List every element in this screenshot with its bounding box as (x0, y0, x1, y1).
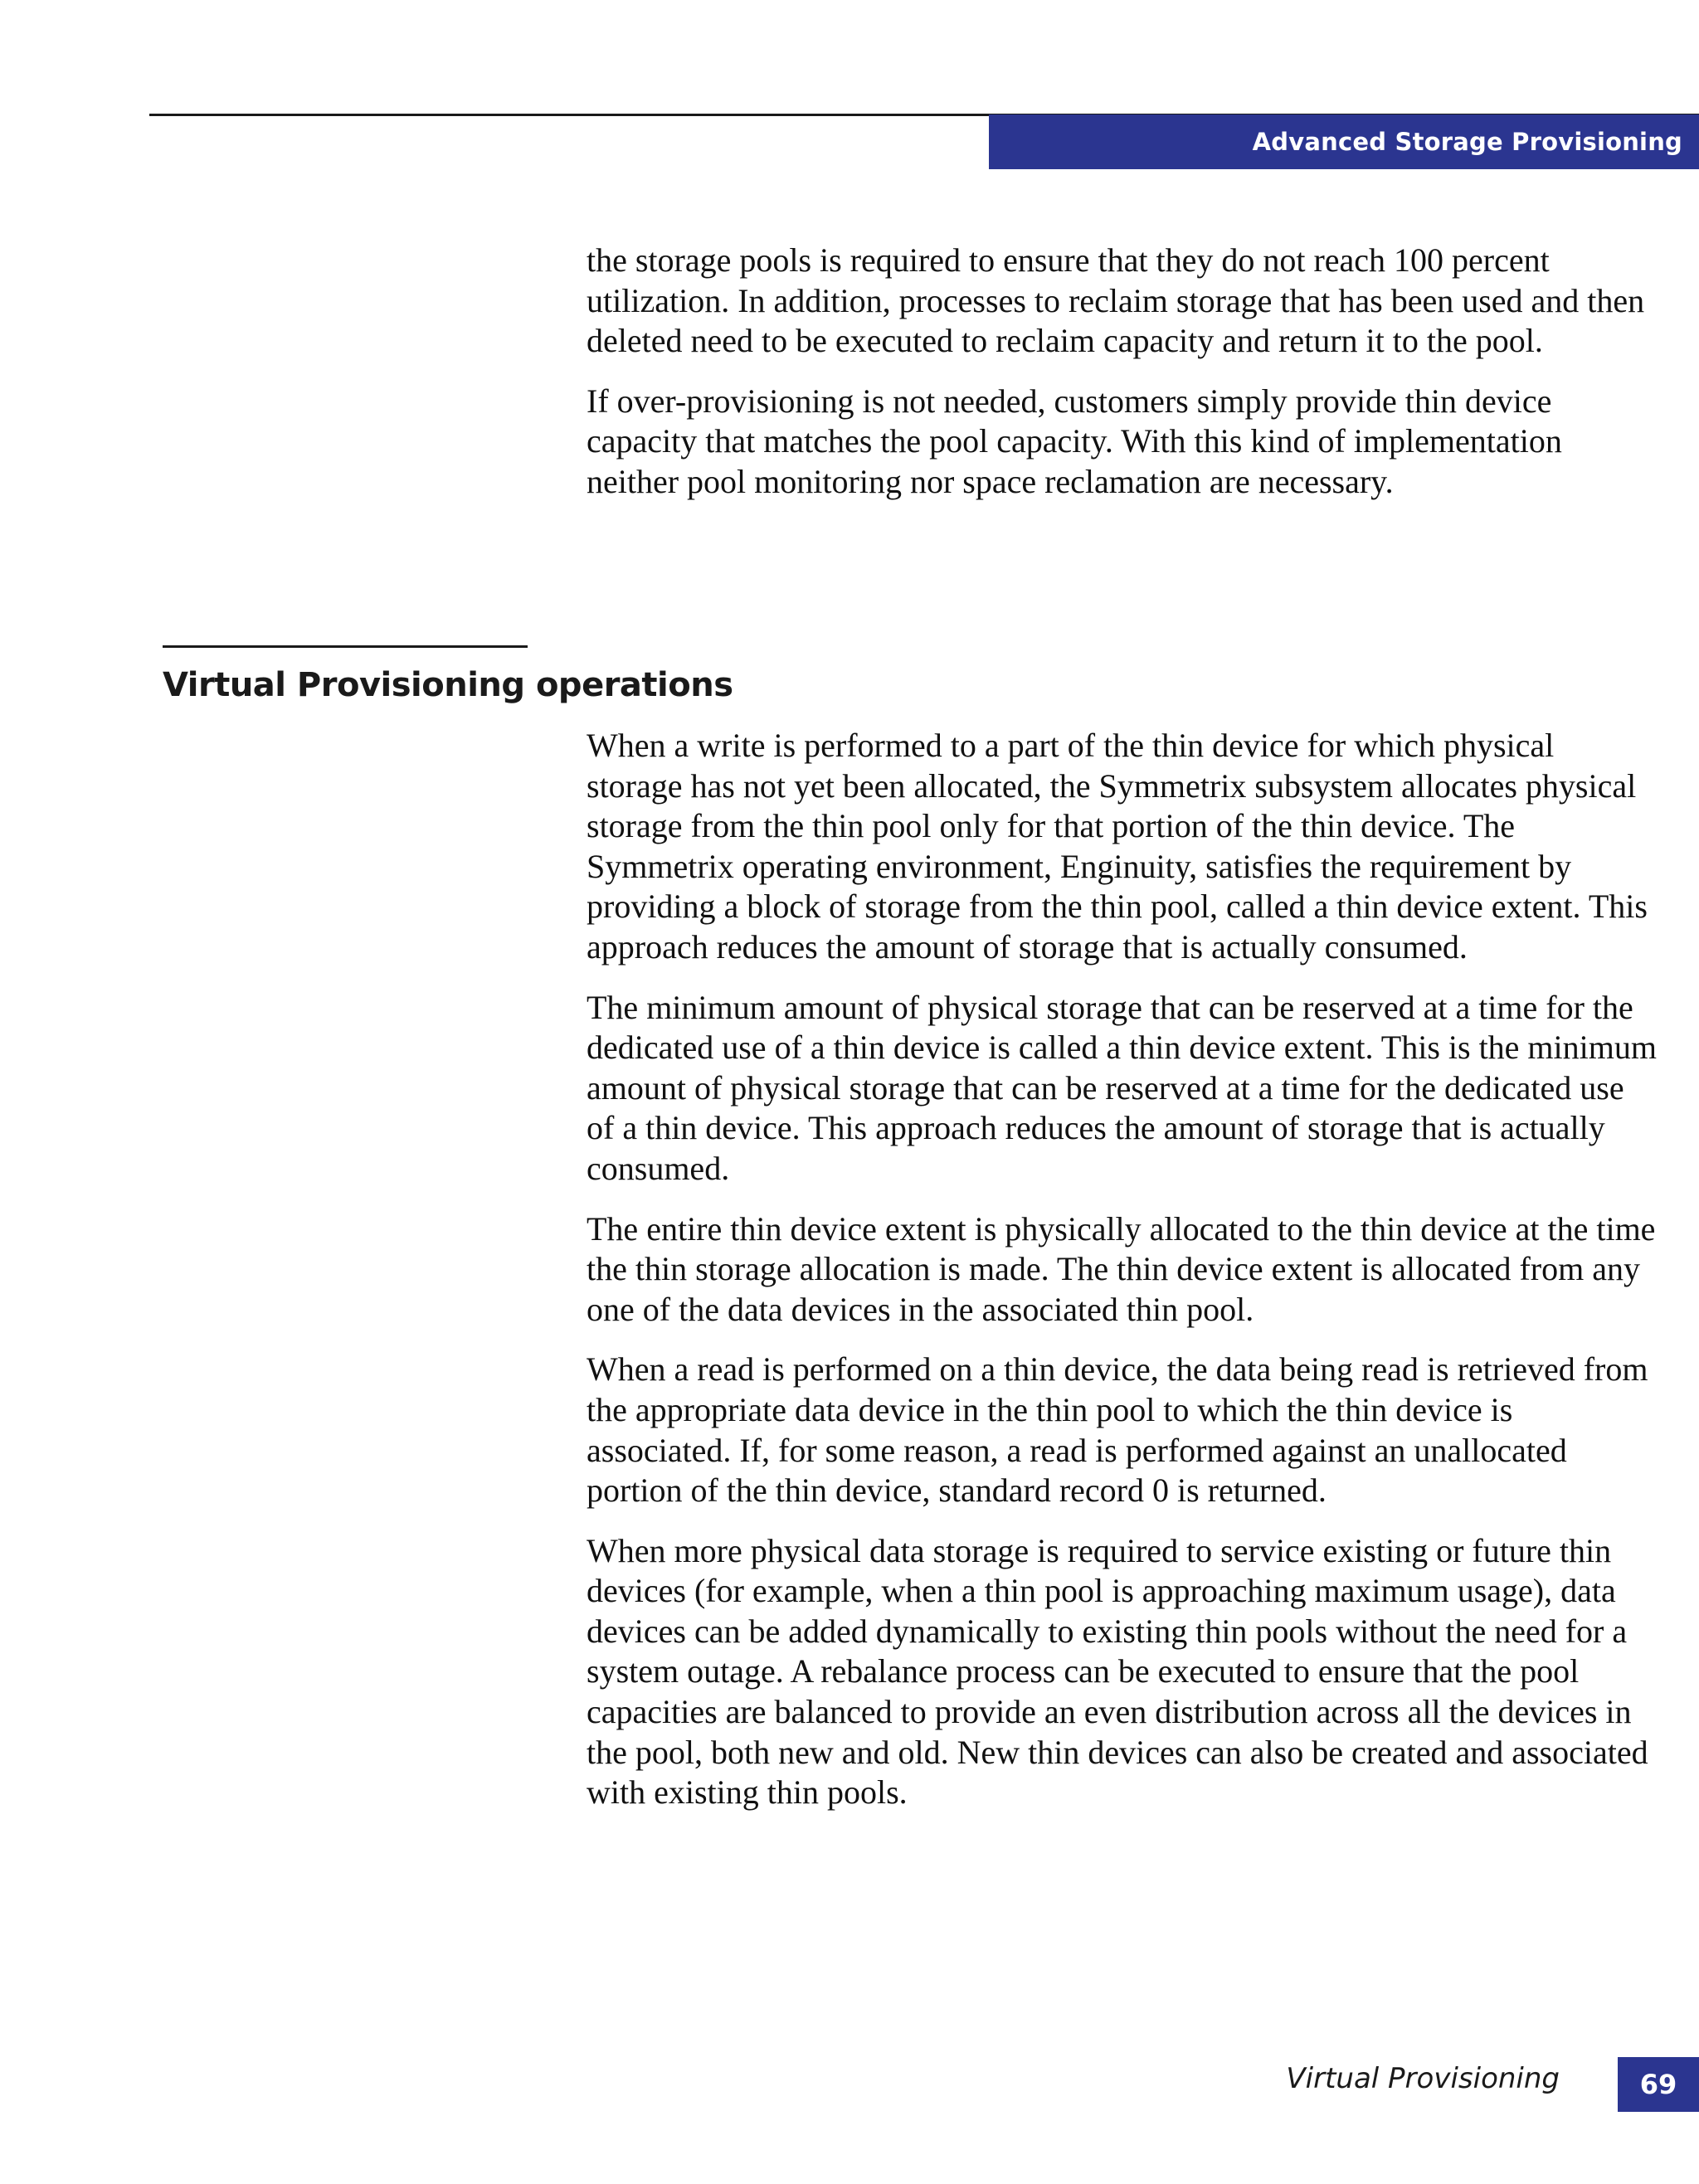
paragraph: The entire thin device extent is physically allocated to the thin device at the time the thin storage allocation is made. The thin device extent is allocated from any one of the data devices in the associated thin pool. (587, 1209, 1656, 1328)
section-rule (163, 645, 528, 648)
paragraph: When more physical data storage is required to service existing or future thin devices (for example, when a thin pool is approaching maximum usage), data devices can be added dynamically to existing thin pools without the need for a system outage. A rebalance process can be executed to ensure that the pool capacities are balanced to provide an even distribution across all the devices in the pool, both new and old. New thin devices can also be created and associated with existing thin pools. (587, 1531, 1648, 1812)
chapter-title: Advanced Storage Provisioning (1252, 128, 1682, 156)
chapter-header-band (989, 114, 1699, 169)
paragraph: When a read is performed on a thin device, the data being read is retrieved from the appropriate data device in the thin pool to which the thin device is associated. If, for some reason, a read is performed against an unallocated portion of the thin device, standard record 0 is returned. (587, 1350, 1648, 1510)
section-heading: Virtual Provisioning operations (163, 666, 733, 704)
paragraph: the storage pools is required to ensure that they do not reach 100 percent utilization. In addition, processes to reclaim storage that has been used and then deleted need to be executed to reclaim capacity and return it to the pool. (587, 241, 1645, 360)
paragraph: If over-provisioning is not needed, customers simply provide thin device capacity that matches the pool capacity. With this kind of implementation neither pool monitoring nor space reclamation are necessary. (587, 382, 1562, 500)
section-body (587, 726, 1657, 1833)
page-number-box (1618, 2057, 1699, 2112)
paragraph: The minimum amount of physical storage that can be reserved at a time for the dedicated use of a thin device is called a thin device extent. This is the minimum amount of physical storage that can be reserved at a time for the dedicated use of a thin device. This approach reduces the amount of storage that is actually consumed. (587, 988, 1657, 1187)
paragraph: When a write is performed to a part of the thin device for which physical storage has not yet been allocated, the Symmetrix subsystem allocates physical storage from the thin pool only for that portion of the thin device. The Symmetrix operating environment, Enginuity, satisfies the requirement by providing a block of storage from the thin pool, called a thin device extent. This approach reduces the amount of storage that is actually consumed. (587, 727, 1648, 966)
page-number: 69 (1639, 2069, 1677, 2100)
footer-book-title: Virtual Provisioning (1286, 2062, 1560, 2095)
continuation-text (587, 241, 1657, 523)
